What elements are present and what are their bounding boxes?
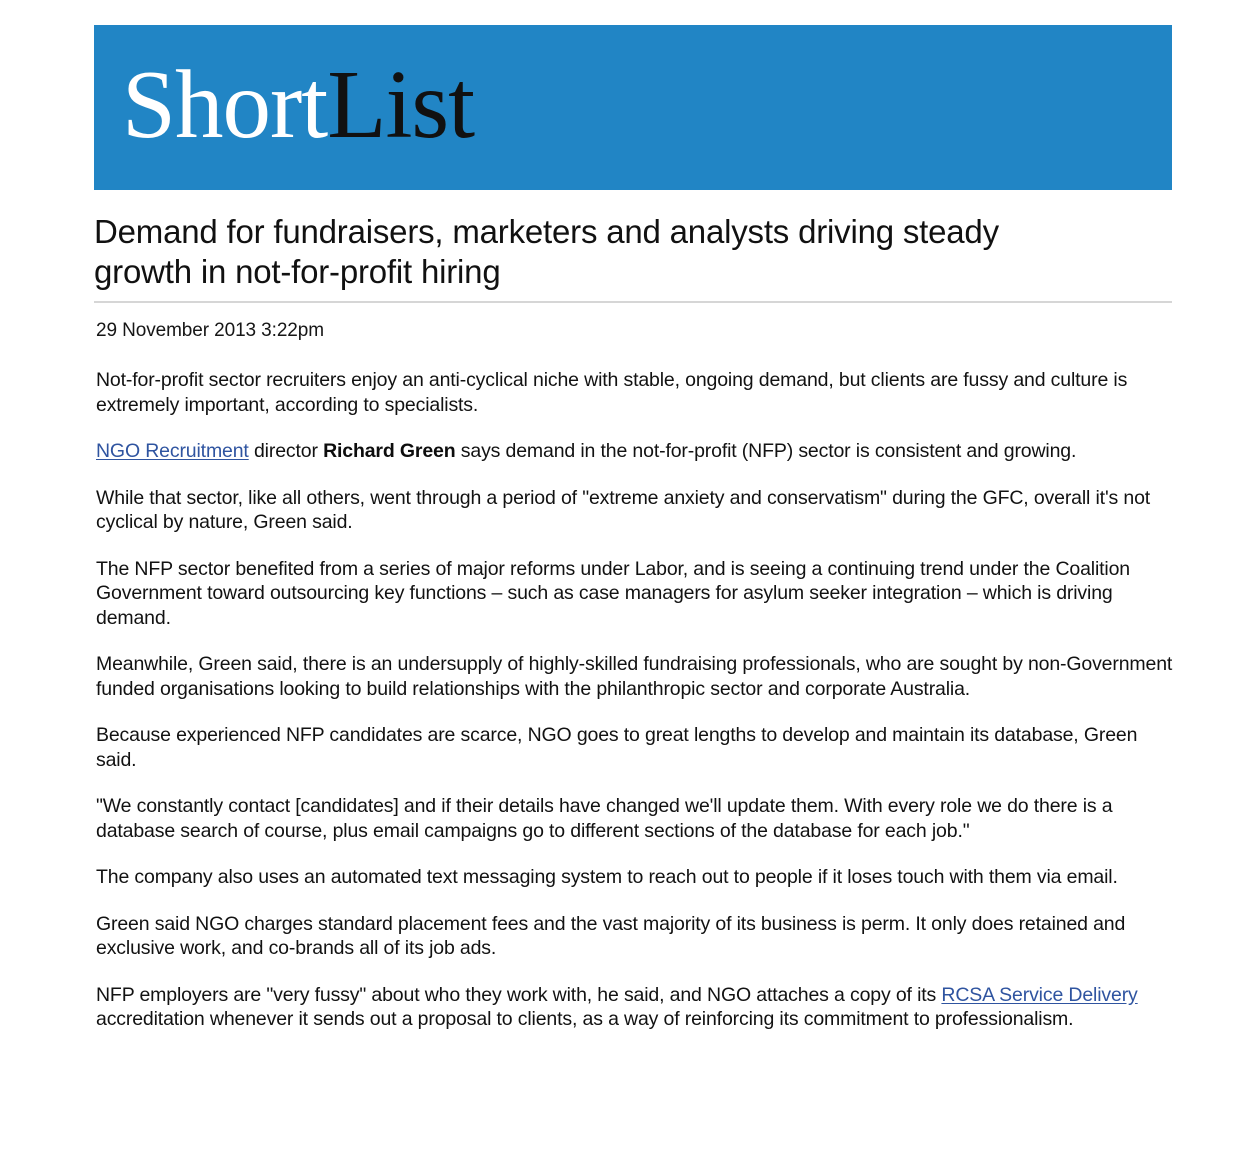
paragraph-10 bbox=[96, 983, 1176, 1032]
paragraph-3: While that sector, like all others, went through a period of "extreme anxiety and conservatism" during the GFC, overall it's not cyclical by nature, Green said. bbox=[96, 486, 1151, 533]
richard-green-name: Richard Green bbox=[323, 440, 456, 462]
paragraph-2-text-b: says demand in the not-for-profit (NFP) sector is consistent and growing. bbox=[455, 440, 1077, 462]
paragraph-10-text-a: NFP employers are "very fussy" about who they work with, he said, and NGO attaches a copy of its bbox=[96, 983, 942, 1006]
site-masthead-banner bbox=[94, 25, 1172, 190]
paragraph-4: The NFP sector benefited from a series of major reforms under Labor, and is seeing a continuing trend under the Coalition Government toward outsourcing key functions – such as case managers for asylum seeker integration – which is driving demand. bbox=[96, 557, 1130, 629]
headline-divider bbox=[94, 301, 1172, 303]
article-headline: Demand for fundraisers, marketers and analysts driving steady growth in not-for-profit hiring bbox=[94, 213, 999, 290]
shortlist-logo[interactable] bbox=[122, 53, 474, 157]
article-body bbox=[94, 368, 1176, 1032]
paragraph-5: Meanwhile, Green said, there is an undersupply of highly-skilled fundraising professionals, who are sought by non-Government funded organisations looking to build relationships with the philanthropic sector and corporate Australia. bbox=[96, 653, 1173, 700]
article-dateline: 29 November 2013 3:22pm bbox=[96, 320, 324, 341]
article-container bbox=[94, 212, 1176, 1032]
paragraph-2-text-a: director bbox=[248, 440, 324, 462]
logo-word-short: Short bbox=[122, 51, 328, 158]
paragraph-2 bbox=[96, 439, 1176, 464]
paragraph-9: Green said NGO charges standard placement fees and the vast majority of its business is perm. It only does retained and exclusive work, and co-brands all of its job ads. bbox=[96, 912, 1126, 959]
paragraph-6: Because experienced NFP candidates are scarce, NGO goes to great lengths to develop and maintain its database, Green said. bbox=[96, 724, 1138, 771]
paragraph-1: Not-for-profit sector recruiters enjoy an anti-cyclical niche with stable, ongoing demand, but clients are fussy and culture is extremely important, according to specialists. bbox=[96, 369, 1128, 416]
ngo-recruitment-link[interactable]: NGO Recruitment bbox=[96, 440, 249, 462]
paragraph-10-text-b: accreditation whenever it sends out a proposal to clients, as a way of reinforcing its commitment to professionalism. bbox=[96, 1008, 1074, 1030]
paragraph-8: The company also uses an automated text messaging system to reach out to people if it loses touch with them via email. bbox=[96, 866, 1118, 888]
paragraph-7: "We constantly contact [candidates] and if their details have changed we'll update them. With every role we do there is a database search of course, plus email campaigns go to different sections of the database for each job." bbox=[96, 795, 1113, 842]
rcsa-service-delivery-link[interactable]: RCSA Service Delivery bbox=[941, 983, 1138, 1006]
logo-word-list: List bbox=[327, 51, 475, 158]
